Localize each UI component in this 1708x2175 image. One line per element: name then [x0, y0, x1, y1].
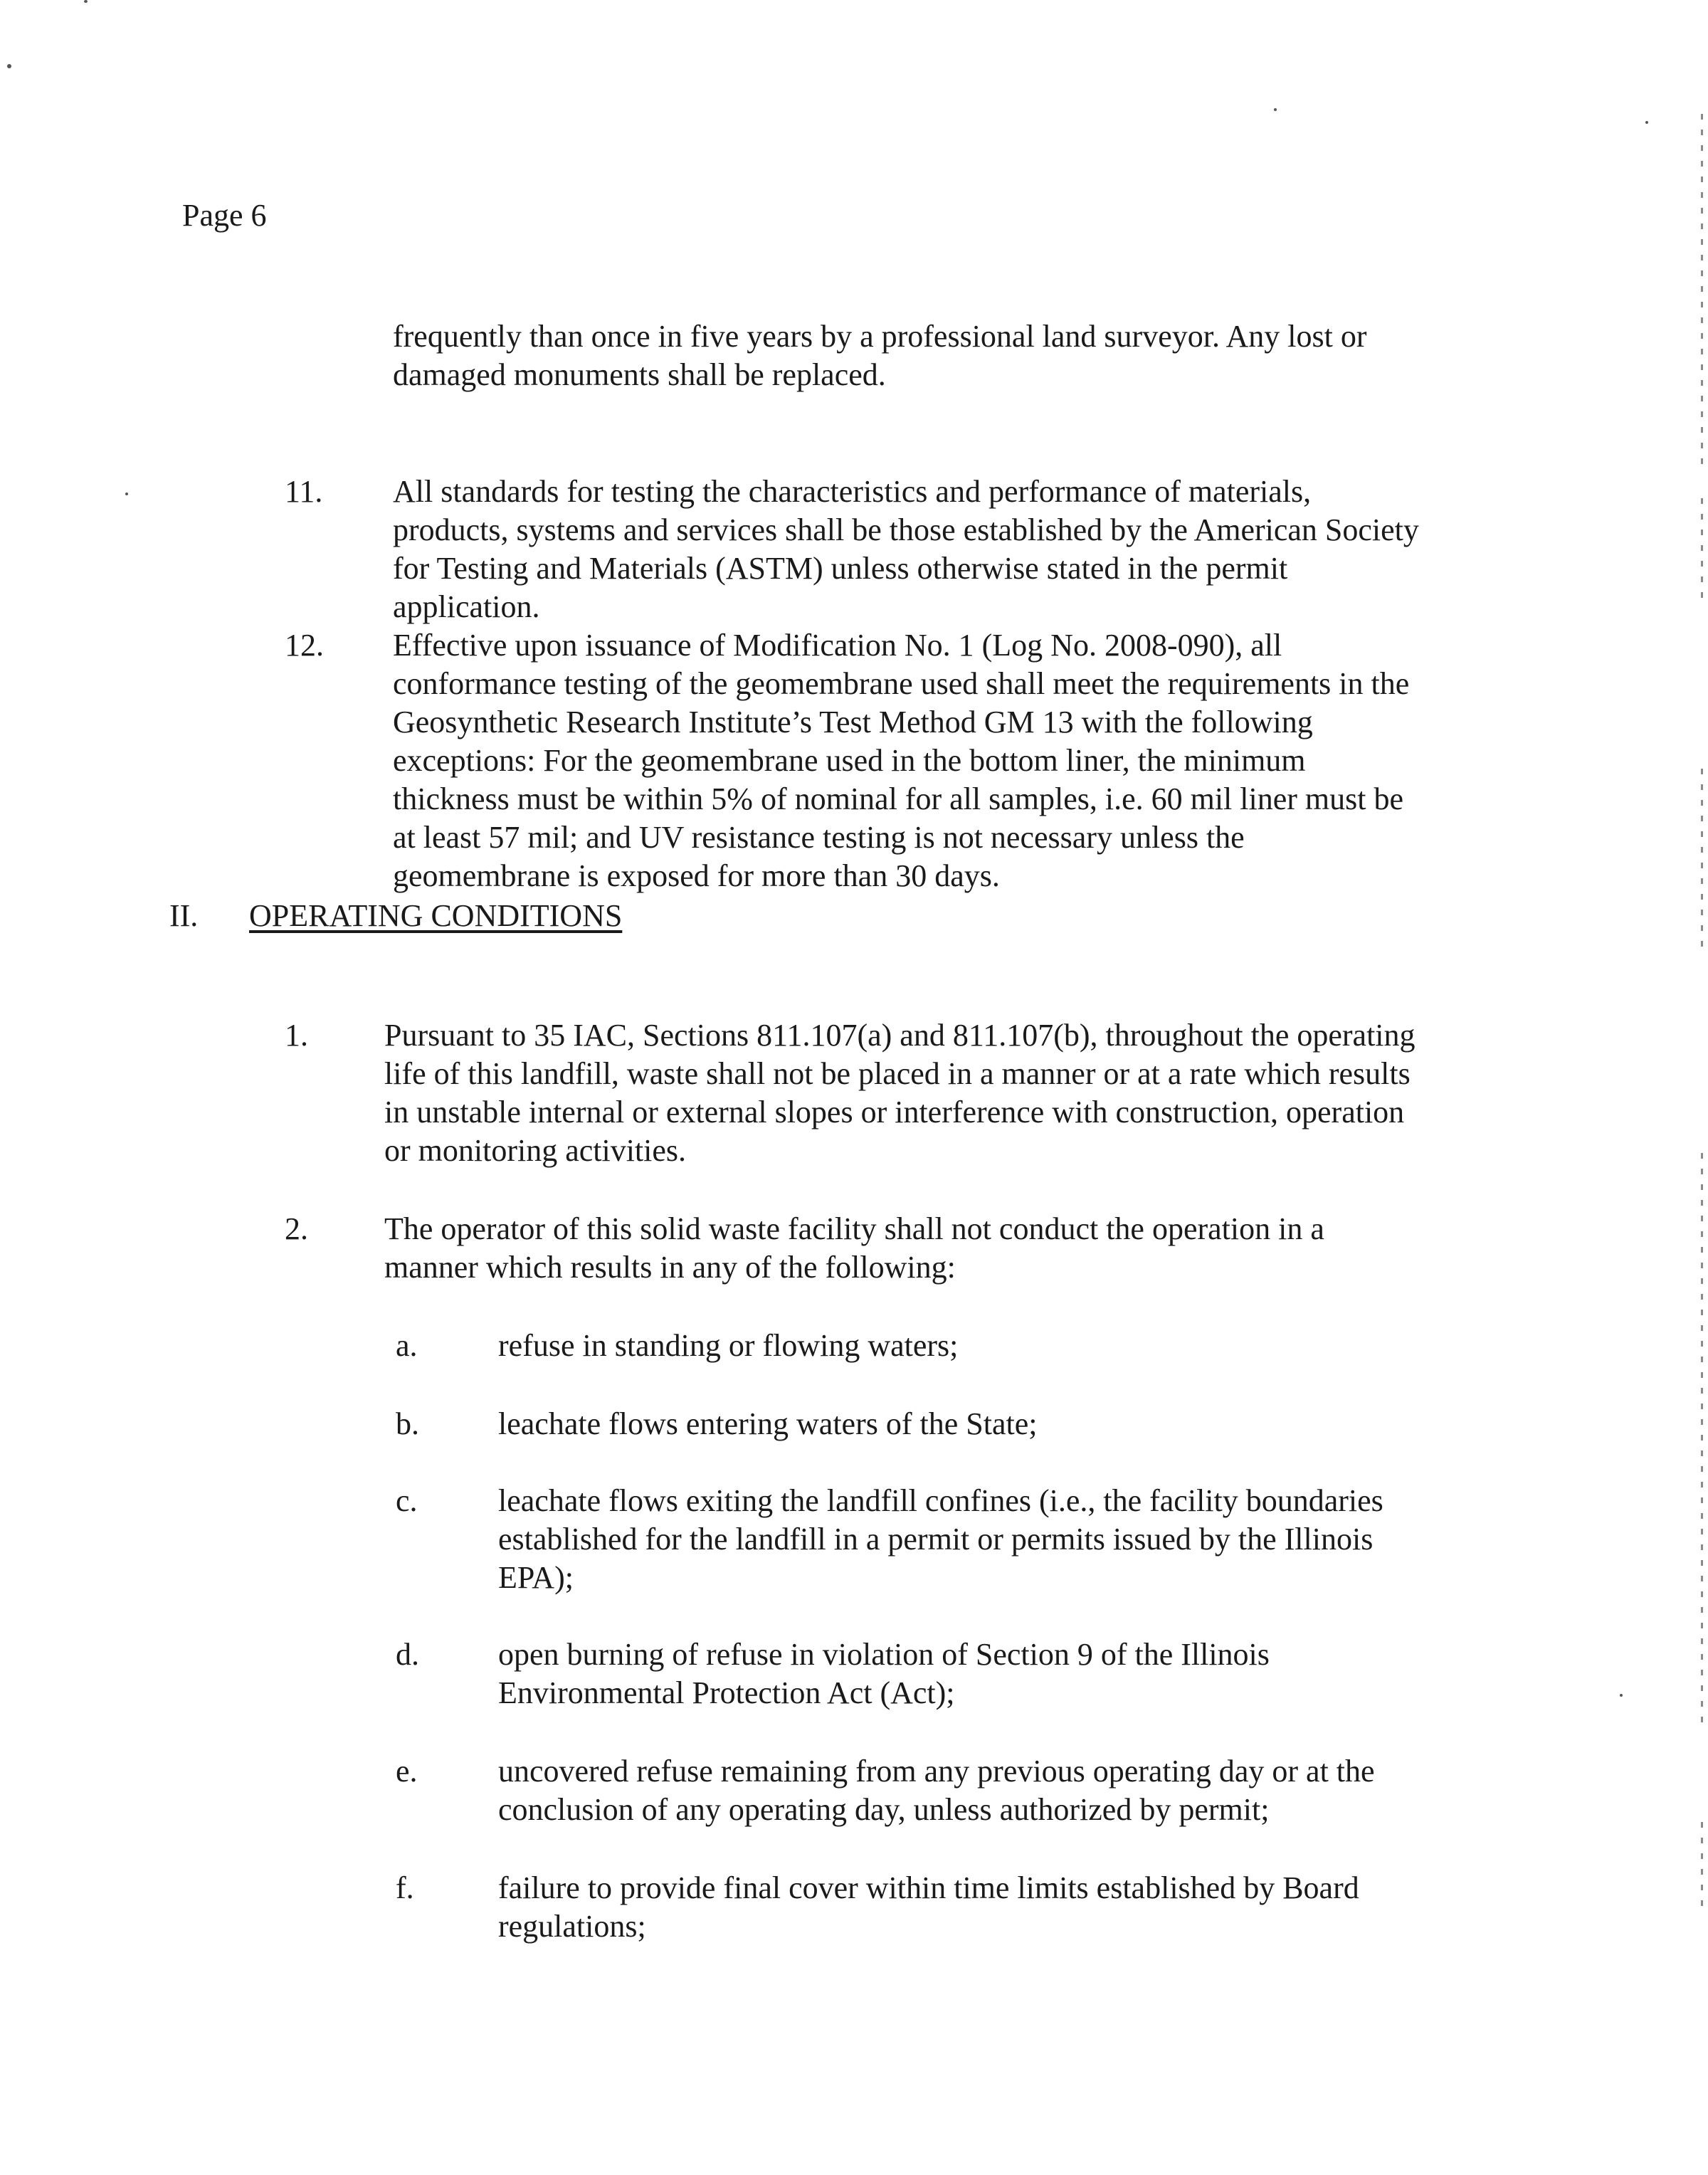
- subitem-letter: a.: [396, 1328, 418, 1363]
- item-number: 2.: [285, 1211, 308, 1246]
- subitem-letter: c.: [396, 1483, 418, 1518]
- scan-speck: [1620, 1694, 1623, 1697]
- section-numeral: II.: [169, 898, 199, 933]
- subitem-letter: d.: [396, 1637, 419, 1672]
- item-number: 11.: [285, 474, 323, 509]
- subitem-letter: f.: [396, 1870, 414, 1905]
- scan-edge-line: [1701, 114, 1703, 470]
- subitem-letter: e.: [396, 1754, 418, 1789]
- item-text: The operator of this solid waste facility shall not conduct the operation in a manner which results in any of the following:: [384, 1211, 1324, 1285]
- scan-edge-line: [1701, 769, 1703, 954]
- page-number: Page 6: [182, 198, 267, 233]
- subitem-text: failure to provide final cover within time limits established by Board regulations;: [498, 1870, 1359, 1944]
- item-number: 12.: [285, 628, 324, 663]
- scan-edge-line: [1701, 498, 1703, 598]
- scan-edge-line: [1701, 1822, 1703, 1907]
- subitem-text: leachate flows exiting the landfill confines (i.e., the facility boundaries established for the landfill in a permit or permits issued by the Illinois EPA);: [498, 1483, 1383, 1595]
- item-text: All standards for testing the characteristics and performance of materials, products, systems and services shall be those established by the American Society for Testing and Materials (ASTM) unless otherwise stated in the permit application.: [393, 474, 1419, 624]
- scan-speck: [125, 493, 128, 495]
- scan-speck: [1645, 121, 1648, 124]
- scan-speck: [7, 64, 11, 68]
- scan-speck: [84, 0, 88, 3]
- subitem-text: refuse in standing or flowing waters;: [498, 1328, 959, 1363]
- subitem-text: open burning of refuse in violation of Section 9 of the Illinois Environmental Protection Act (Act);: [498, 1637, 1270, 1710]
- scan-edge-line: [1701, 1153, 1703, 1722]
- item-text: Effective upon issuance of Modification No. 1 (Log No. 2008-090), all conformance testing of the geomembrane used shall meet the requirements in the Geosynthetic Research Institute’s Test Method GM 13 with the following exceptions: For the geomembrane used in the bottom liner, the minimum thickness must be within 5% of nominal for all samples, i.e. 60 mil liner must be at least 57 mil; and UV resistance testing is not necessary unless the geomembrane is exposed for more than 30 days.: [393, 628, 1410, 893]
- section-heading: OPERATING CONDITIONS: [249, 898, 623, 933]
- item-text: Pursuant to 35 IAC, Sections 811.107(a) and 811.107(b), throughout the operating life of this landfill, waste shall not be placed in a manner or at a rate which results in unstable internal or external slopes or interference with construction, operation or monitoring activities.: [384, 1018, 1416, 1168]
- continuation-paragraph: frequently than once in five years by a professional land surveyor. Any lost or damaged monuments shall be replaced.: [393, 319, 1367, 392]
- scan-speck: [1274, 108, 1277, 111]
- subitem-text: leachate flows entering waters of the State;: [498, 1406, 1038, 1441]
- subitem-letter: b.: [396, 1406, 419, 1441]
- subitem-text: uncovered refuse remaining from any previous operating day or at the conclusion of any operating day, unless authorized by permit;: [498, 1754, 1375, 1827]
- item-number: 1.: [285, 1018, 308, 1053]
